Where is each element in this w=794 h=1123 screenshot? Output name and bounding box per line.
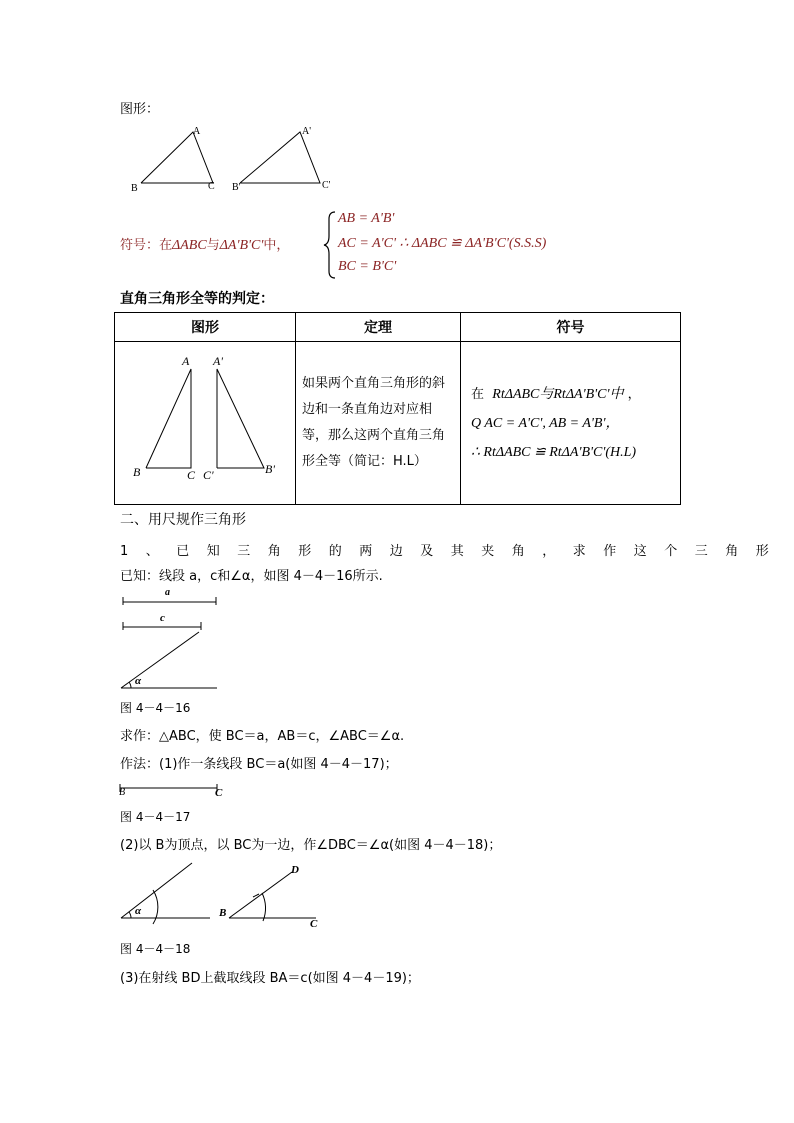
eq-ac xyxy=(338,235,546,252)
header-symbol: 符号 xyxy=(461,313,681,342)
label-c: C xyxy=(208,181,215,192)
hl-label-b-prime: B' xyxy=(265,462,275,476)
hl-label-c: C xyxy=(187,468,196,482)
comma-text: 中， xyxy=(263,238,290,253)
eq-bc: BC = B'C' xyxy=(338,259,397,274)
hl-theorem: 如果两个直角三角形的斜边和一条直角边对应相等，那么这两个直角三角形全等（简记：H.L） xyxy=(302,376,446,469)
hl-label-a: A xyxy=(182,354,190,368)
hl-symbol xyxy=(461,380,680,467)
hl-heading: 直角三角形全等的判定： xyxy=(120,291,274,307)
left-brace xyxy=(323,210,337,280)
label-c-prime: C' xyxy=(322,180,331,191)
triangle-abc xyxy=(141,132,213,183)
eq-ac-left: AC = A'C' xyxy=(338,236,396,251)
eq-ab: AB = A'B' xyxy=(338,211,395,226)
caption-4-4-18: 图 4－4－18 xyxy=(120,942,191,956)
symbol-prefix: 符号：在 xyxy=(120,238,173,253)
hl-label-a-prime: A' xyxy=(213,354,223,368)
sym-because: Q AC = A'C', AB = A'B'， xyxy=(471,415,620,431)
figure-label: 图形： xyxy=(120,102,160,117)
fig18-label-c: C xyxy=(310,918,318,930)
triangle-abc-prime-text: ΔA'B'C' xyxy=(219,238,264,253)
fig16-label-a: a xyxy=(165,587,170,598)
hl-label-b: B xyxy=(133,465,141,479)
para-1: 1、已知三角形的两边及其夹角，求作这个三角形 xyxy=(120,544,787,559)
fig17-label-b: B xyxy=(119,787,126,798)
figure-cell xyxy=(115,342,296,505)
sym-in: 在 xyxy=(471,386,485,402)
fig18-label-d: D xyxy=(291,864,299,876)
triangle-abc-text: ΔABC xyxy=(172,238,207,253)
header-figure: 图形 xyxy=(115,313,296,342)
hl-table xyxy=(114,312,681,505)
sym-comma: ， xyxy=(627,386,641,402)
label-b: B xyxy=(131,183,138,194)
triangle-abc-prime xyxy=(240,132,320,183)
fig18-label-alpha: α xyxy=(135,905,142,917)
para-4: 作法：(1)作一条线段 BC＝a(如图 4－4－17)； xyxy=(120,757,398,772)
sym-conclusion: ∴ RtΔABC ≌ RtΔA'B'C'(H.L) xyxy=(471,444,637,460)
fig18-label-b: B xyxy=(219,907,227,919)
para-3: 求作：△ABC，使 BC＝a，AB＝c，∠ABC＝∠α. xyxy=(120,729,405,744)
sss-conclusion: ∴ ΔABC ≌ ΔA'B'C'(S.S.S) xyxy=(399,236,547,251)
section-title: 二、用尺规作三角形 xyxy=(120,512,246,528)
sss-triangles-figure xyxy=(0,0,794,200)
sym-rt-pair: RtΔABC与RtΔA'B'C'中 xyxy=(492,386,624,402)
and-text: 与 xyxy=(206,238,220,253)
fig17-label-c: C xyxy=(215,787,223,799)
caption-4-4-16: 图 4－4－16 xyxy=(120,701,191,715)
fig16-label-alpha: α xyxy=(135,675,142,687)
label-a-prime: A' xyxy=(302,126,312,137)
label-a: A xyxy=(193,126,201,137)
caption-4-4-17: 图 4－4－17 xyxy=(120,810,191,824)
hl-label-c-prime: C' xyxy=(203,468,214,482)
header-theorem: 定理 xyxy=(296,313,461,342)
theorem-cell xyxy=(296,342,461,505)
para-6: (3)在射线 BD上截取线段 BA＝c(如图 4－4－19)； xyxy=(120,971,420,986)
figure-4-4-16 xyxy=(0,585,794,695)
fig16-label-c: c xyxy=(160,612,165,624)
figure-4-4-18 xyxy=(0,855,794,935)
symbol-cell xyxy=(461,342,681,505)
para-2: 已知：线段 a，c和∠α，如图 4－4－16所示. xyxy=(120,569,383,584)
sss-symbol-line xyxy=(120,234,289,254)
label-b-prime: B' xyxy=(232,182,241,193)
para-5: (2)以 B为顶点，以 BC为一边，作∠DBC＝∠α(如图 4－4－18)； xyxy=(120,838,502,853)
